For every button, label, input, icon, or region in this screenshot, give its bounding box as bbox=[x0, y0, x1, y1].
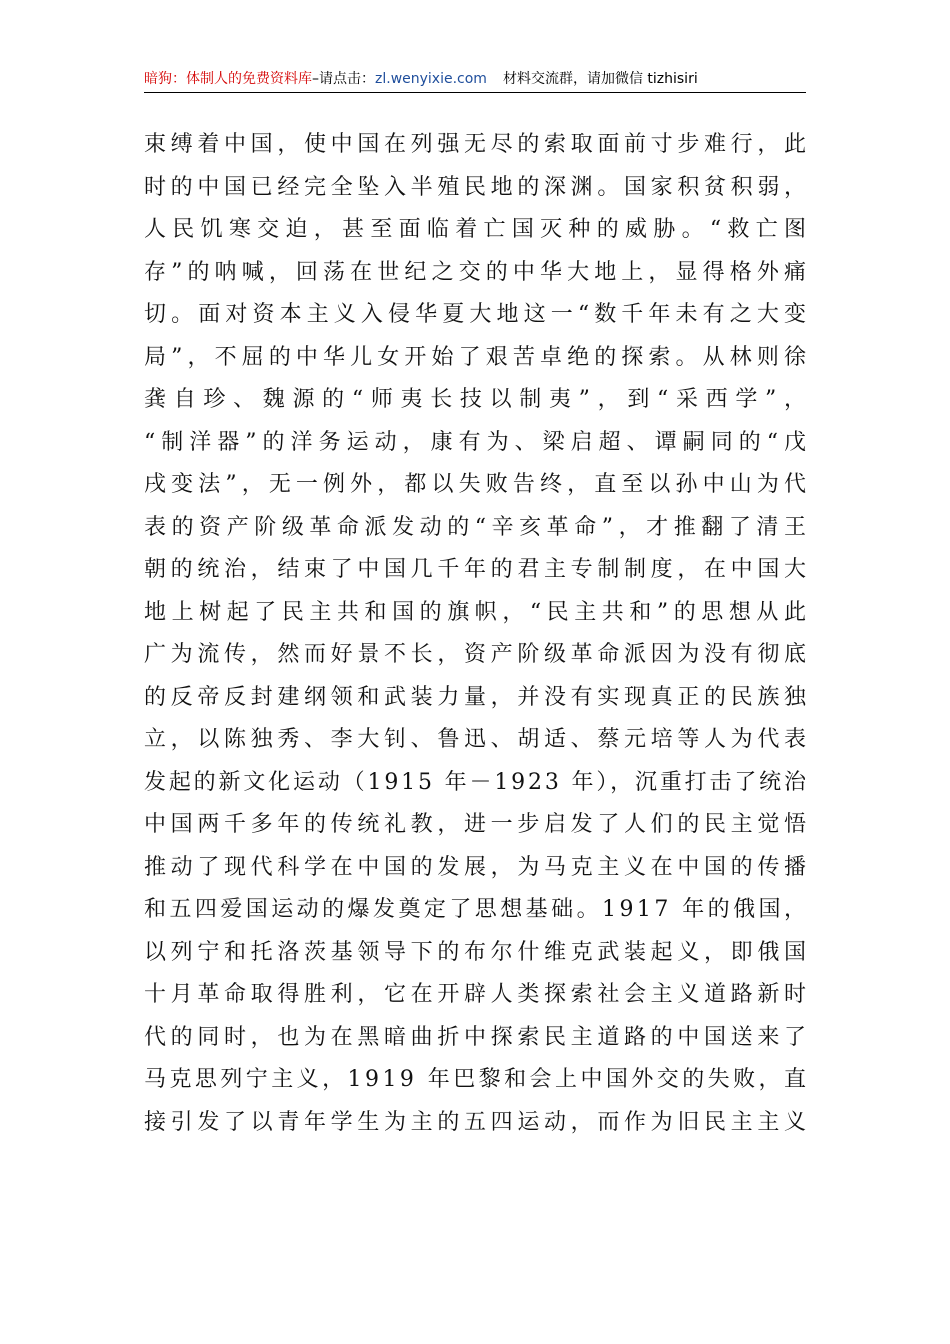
text-line: 十月革命取得胜利，它在开辟人类探索社会主义道路新时 bbox=[144, 982, 811, 1007]
text-line: 代的同时，也为在黑暗曲折中探索民主道路的中国送来了 bbox=[144, 1024, 811, 1050]
text-line: 和五四爱国运动的爆发奠定了思想基础。1917 年的俄国， bbox=[144, 897, 810, 922]
page-header bbox=[144, 66, 806, 93]
text-line: 接引发了以青年学生为主的五四运动，而作为旧民主主义 bbox=[144, 1109, 811, 1135]
header-wechat-note: 材料交流群，请加微信 tizhisiri bbox=[502, 71, 698, 87]
header-prompt: –请点击： bbox=[312, 71, 375, 87]
text-line: 的反帝反封建纲领和武装力量，并没有实现真正的民族独 bbox=[144, 684, 811, 710]
text-line: 龚自珍、魏源的“师夷长技以制夷”，到“采西学”， bbox=[144, 387, 814, 412]
text-line: 束缚着中国，使中国在列强无尽的索取面前寸步难行，此 bbox=[144, 132, 811, 157]
text-line: 表的资产阶级革命派发动的“辛亥革命”，才推翻了清王 bbox=[144, 514, 812, 540]
text-line: 立，以陈独秀、李大钊、鲁迅、胡适、蔡元培等人为代表 bbox=[144, 727, 811, 752]
text-line: 广为流传，然而好景不长，资产阶级革命派因为没有彻底 bbox=[144, 642, 811, 667]
text-line: 马克思列宁主义，1919 年巴黎和会上中国外交的失败，直 bbox=[144, 1067, 810, 1092]
header-brand: 暗狗：体制人的免费资料库 bbox=[144, 71, 312, 87]
header-url-link[interactable]: zl.wenyixie.com bbox=[375, 71, 487, 87]
text-line: “制洋器”的洋务运动，康有为、梁启超、谭嗣同的“戊 bbox=[144, 429, 813, 455]
text-line: 时的中国已经完全坠入半殖民地的深渊。国家积贫积弱， bbox=[144, 174, 811, 200]
text-line: 中国两千多年的传统礼教，进一步启发了人们的民主觉悟 bbox=[144, 812, 811, 837]
text-line: 人民饥寒交迫，甚至面临着亡国灭种的威胁。“救亡图 bbox=[144, 217, 813, 242]
text-line: 发起的新文化运动（1915 年－1923 年），沉重打击了统治 bbox=[144, 769, 809, 795]
text-line: 局”，不屈的中华儿女开始了艰苦卓绝的探索。从林则徐 bbox=[144, 344, 812, 370]
text-line: 推动了现代科学在中国的发展，为马克主义在中国的传播 bbox=[144, 854, 811, 880]
text-line: 戌变法”，无一例外，都以失败告终，直至以孙中山为代 bbox=[144, 472, 812, 497]
text-line: 朝的统治，结束了中国几千年的君主专制制度，在中国大 bbox=[144, 557, 811, 582]
text-line: 切。面对资本主义入侵华夏大地这一“数千年未有之大变 bbox=[144, 302, 812, 327]
text-line: 存”的呐喊，回荡在世纪之交的中华大地上，显得格外痛 bbox=[144, 259, 812, 285]
text-line: 以列宁和托洛茨基领导下的布尔什维克武装起义，即俄国 bbox=[144, 939, 811, 965]
text-line: 地上树起了民主共和国的旗帜，“民主共和”的思想从此 bbox=[144, 599, 812, 625]
body-paragraph bbox=[144, 124, 814, 1144]
